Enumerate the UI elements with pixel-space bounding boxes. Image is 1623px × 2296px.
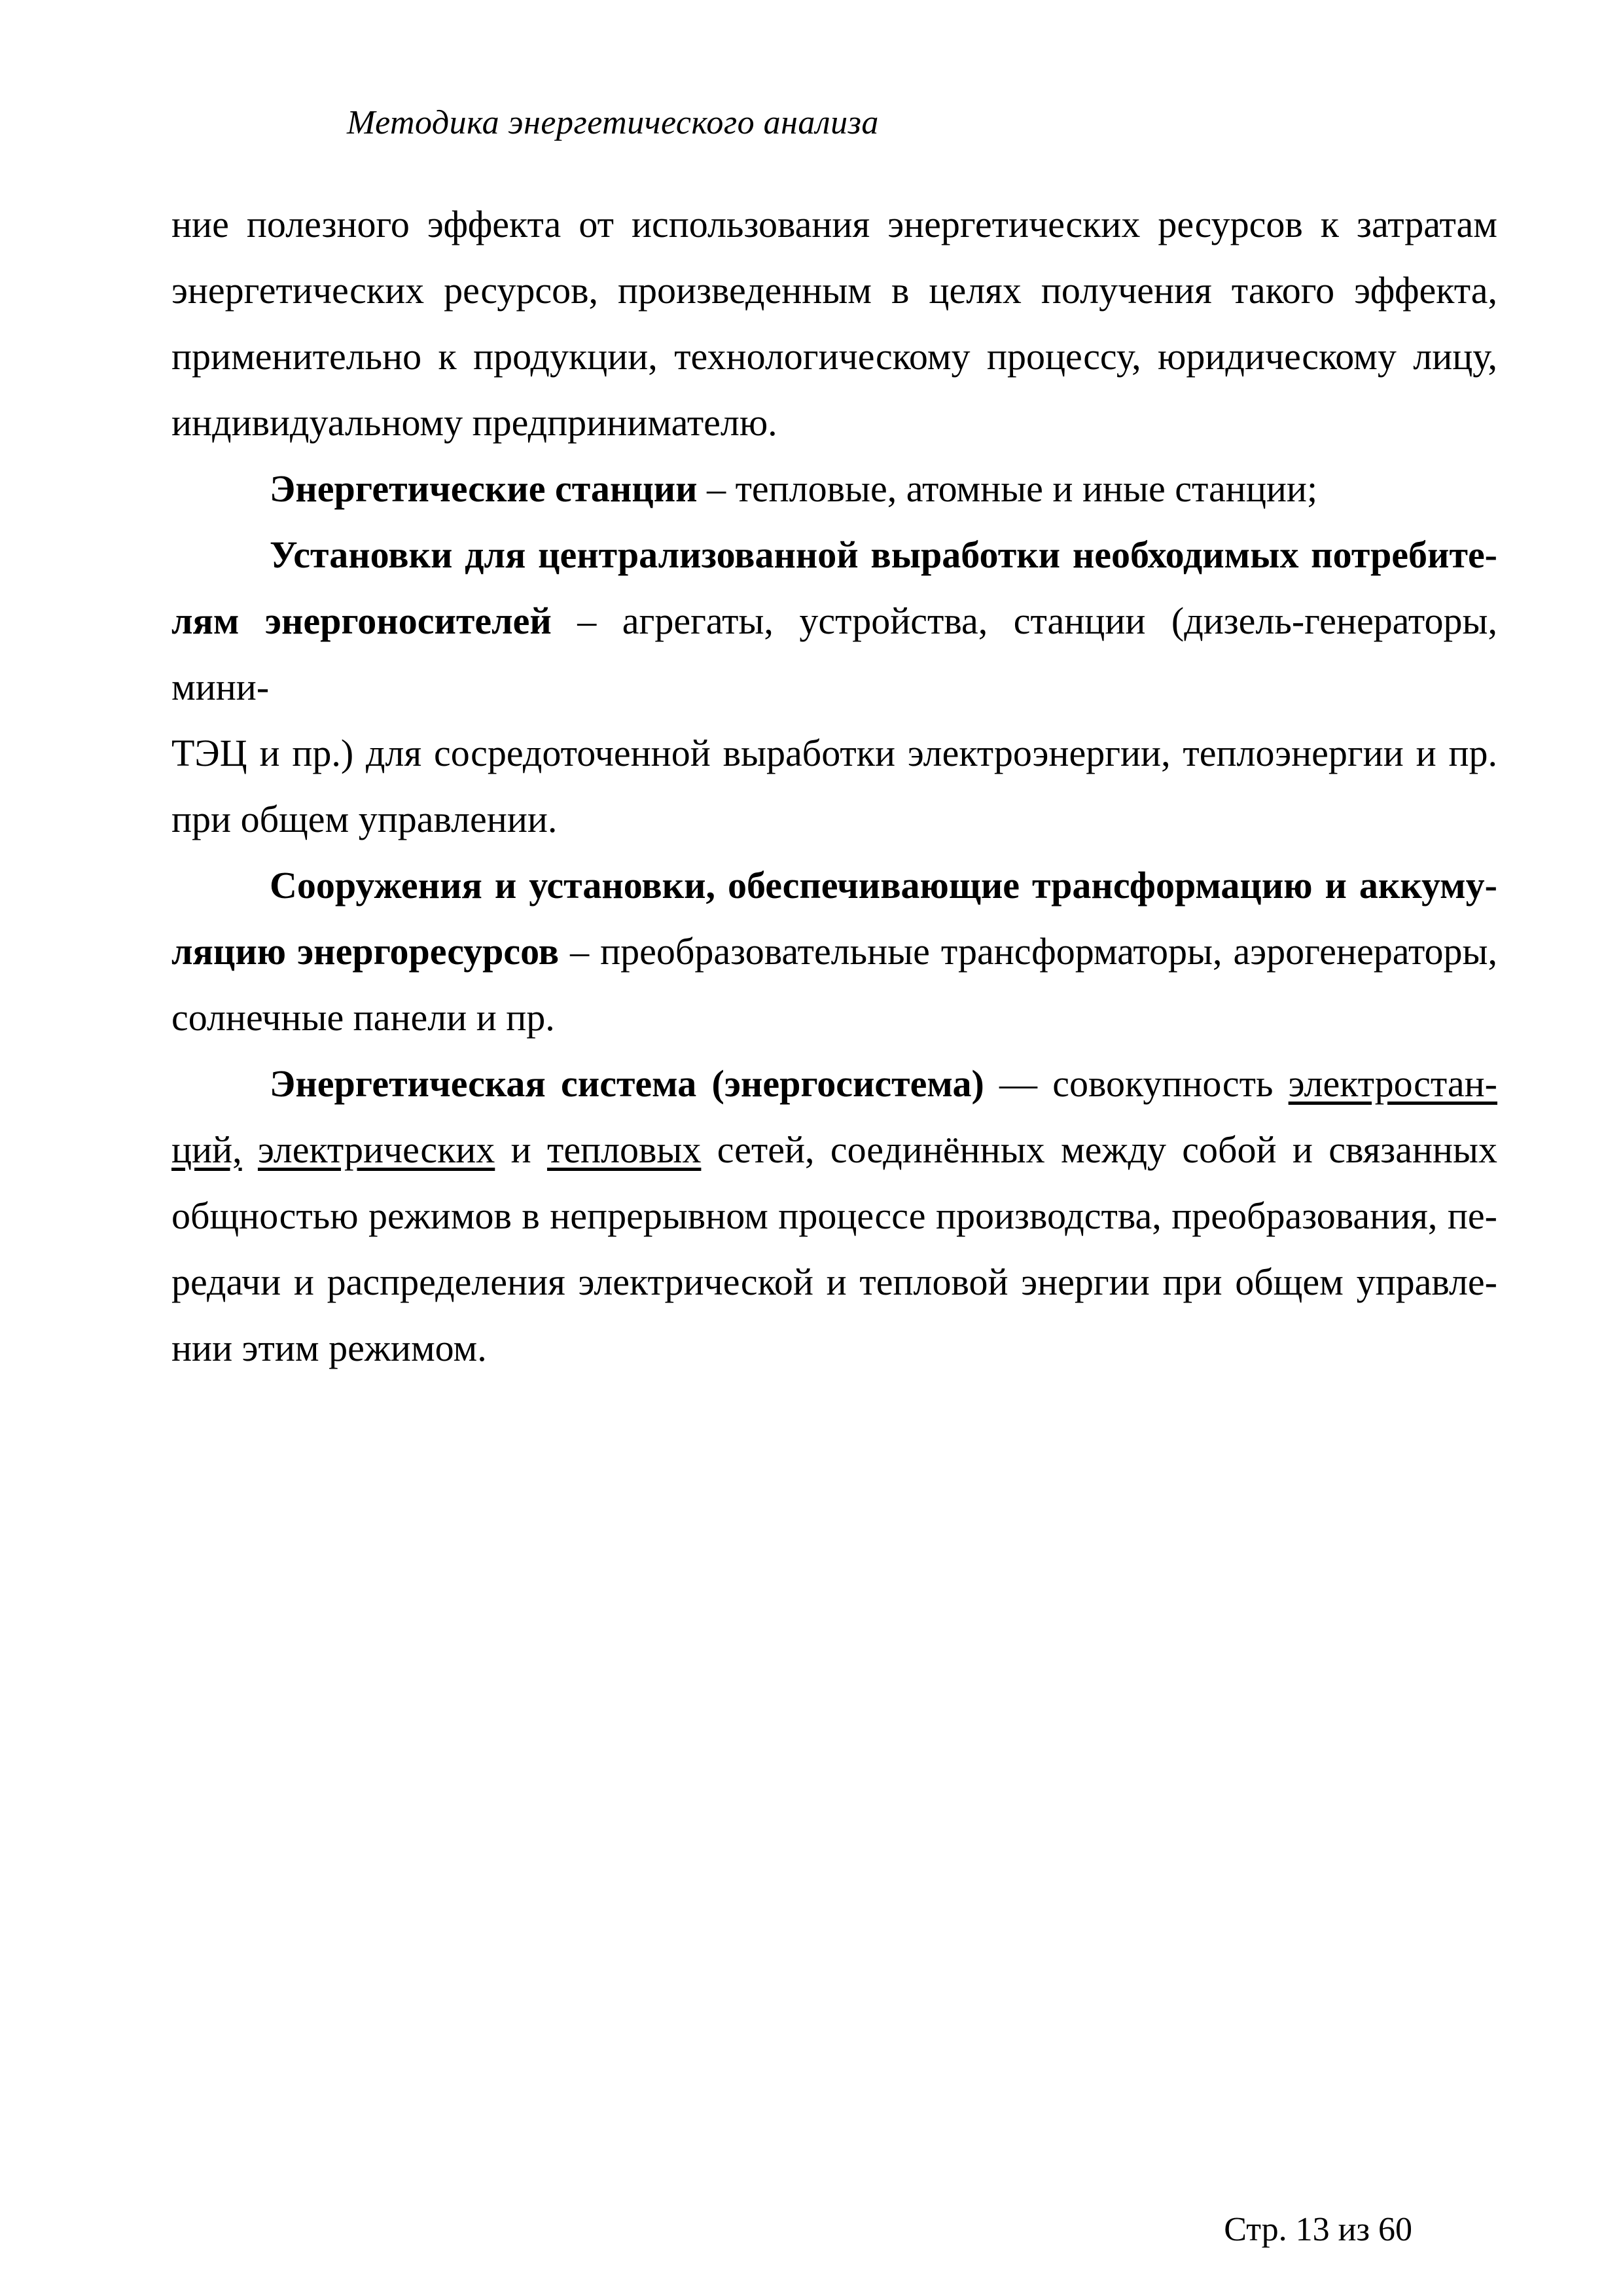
- text-line: [171, 984, 1497, 1050]
- text-run: – агрегаты, устройства, станции (дизель-генераторы, мини-: [171, 600, 1497, 708]
- text-run: редачи и распределения электрической и тепловой энергии при общем управле-: [171, 1261, 1497, 1303]
- term-bold: Энергетическая система (энергосистема): [270, 1062, 984, 1105]
- underlined-term: электростан-: [1288, 1062, 1497, 1105]
- underlined-term: ций,: [171, 1128, 242, 1171]
- text-run: ние полезного эффекта от использования энергетических ресурсов к затратам: [171, 203, 1497, 245]
- text-line: [171, 918, 1497, 984]
- term-bold: Установки для централизованной выработки необходимых потребите-: [270, 533, 1497, 576]
- text-run: индивидуальному предпринимателю.: [171, 401, 777, 444]
- text-line: [171, 1050, 1497, 1117]
- text-line: [171, 852, 1497, 918]
- text-line: [171, 588, 1497, 720]
- text-run: применительно к продукции, технологическому процессу, юридическому лицу,: [171, 335, 1497, 378]
- term-bold: Сооружения и установки, обеспечивающие трансформацию и аккуму-: [270, 864, 1497, 906]
- text-run: нии этим режимом.: [171, 1327, 487, 1369]
- text-run: – преобразовательные трансформаторы, аэрогенераторы,: [559, 930, 1498, 973]
- text-run: и: [495, 1128, 547, 1171]
- paragraph: [171, 1050, 1497, 1381]
- running-header: Методика энергетического анализа: [347, 104, 879, 141]
- text-run: общностью режимов в непрерывном процессе производства, преобразования, пе-: [171, 1194, 1497, 1237]
- body-text: [171, 191, 1497, 1381]
- text-line: [171, 1117, 1497, 1183]
- underlined-term: тепловых: [546, 1128, 702, 1171]
- text-line: [171, 389, 1497, 456]
- text-run: — совокупность: [984, 1062, 1289, 1105]
- text-run: – тепловые, атомные и иные станции;: [697, 467, 1318, 510]
- text-line: [171, 786, 1497, 852]
- text-run: при общем управлении.: [171, 798, 558, 840]
- paragraph: [171, 191, 1497, 456]
- text-run: солнечные панели и пр.: [171, 996, 555, 1039]
- paragraph: [171, 522, 1497, 852]
- paragraph: [171, 456, 1497, 522]
- text-line: [171, 1315, 1497, 1381]
- term-bold: Энергетические станции: [270, 467, 698, 510]
- text-line: [171, 323, 1497, 389]
- text-line: [171, 257, 1497, 323]
- text-line: [171, 191, 1497, 257]
- text-run: энергетических ресурсов, произведенным в целях получения такого эффекта,: [171, 269, 1497, 312]
- text-run: сетей, соединённых между собой и связанных: [701, 1128, 1498, 1171]
- term-bold: ляцию энергоресурсов: [171, 930, 560, 973]
- text-line: [171, 522, 1497, 588]
- paragraph: [171, 852, 1497, 1050]
- text-line: [171, 456, 1497, 522]
- text-line: [171, 1249, 1497, 1315]
- text-run: [242, 1128, 258, 1171]
- page-number: Стр. 13 из 60: [1224, 2211, 1412, 2248]
- text-run: ТЭЦ и пр.) для сосредоточенной выработки электроэнергии, теплоэнергии и пр.: [171, 732, 1497, 774]
- term-bold: лям энергоносителей: [171, 600, 552, 642]
- underlined-term: электрических: [257, 1128, 495, 1171]
- text-line: [171, 1183, 1497, 1249]
- text-line: [171, 720, 1497, 786]
